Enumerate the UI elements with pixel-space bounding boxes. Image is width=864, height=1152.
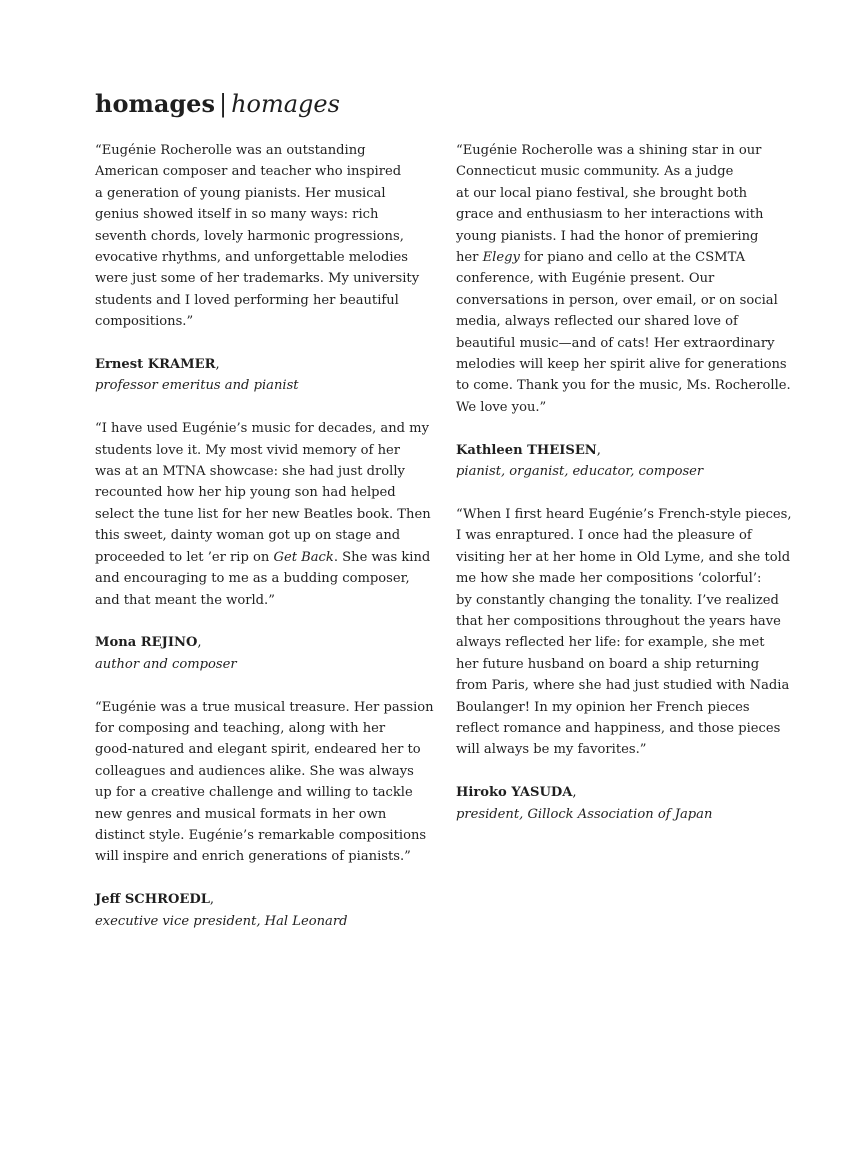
quote-line: from Paris, where she had just studied with Nadia	[456, 678, 790, 694]
entry-spacer	[456, 482, 786, 503]
work-title: Elegy	[482, 250, 520, 266]
title-bold: homages	[95, 89, 215, 118]
quote-line: select the tune list for her new Beatles book. Then	[95, 506, 431, 522]
quote-line: distinct style. Eugénie’s remarkable compositions	[95, 827, 427, 843]
quote-line: and that meant the world.”	[95, 592, 275, 608]
homage-entry	[95, 697, 434, 932]
author-role: president, Gillock Association of Japan	[456, 806, 713, 822]
author-role: executive vice president, Hal Leonard	[95, 913, 348, 929]
quote-line: a generation of young pianists. Her musical	[95, 185, 386, 201]
quote-line: grace and enthusiasm to her interactions with	[456, 207, 764, 223]
author-name: Hiroko YASUDA	[456, 785, 573, 801]
quote-line: was at an MTNA showcase: she had just drolly	[95, 464, 405, 480]
author-name: Ernest KRAMER	[95, 357, 216, 373]
author-name-suffix: ,	[215, 357, 220, 373]
quote-line: “Eugénie Rocherolle was an outstanding	[95, 143, 366, 158]
quote-line: media, always reflected our shared love of	[456, 314, 738, 330]
quote-line: this sweet, dainty woman got up on stage and	[95, 528, 401, 544]
author-name-line	[95, 632, 425, 653]
quote-line: will inspire and enrich generations of pianists.”	[95, 849, 411, 865]
author-name-line	[456, 440, 786, 461]
author-name-suffix: ,	[197, 635, 202, 651]
quote-line: for composing and teaching, along with her	[95, 720, 386, 736]
quote-line: melodies will keep her spirit alive for generations	[456, 357, 787, 373]
author-name-line	[95, 354, 425, 375]
signature	[95, 889, 425, 932]
author-name-line	[95, 889, 425, 910]
quote-line: good-natured and elegant spirit, endeared her to	[95, 742, 421, 758]
quote-line: students and I loved performing her beautiful	[95, 292, 399, 308]
entry-spacer	[95, 675, 425, 696]
quote-line: Connecticut music community. As a judge	[456, 164, 734, 180]
quote-line: compositions.”	[95, 314, 194, 330]
quote-text	[456, 140, 791, 418]
quote-line: up for a creative challenge and willing to tackle	[95, 785, 413, 801]
quote-line: colleagues and audiences alike. She was always	[95, 763, 414, 779]
author-role: pianist, organist, educator, composer	[456, 464, 704, 480]
quote-line: at our local piano festival, she brought both	[456, 185, 748, 201]
author-name: Jeff SCHROEDL	[95, 892, 210, 908]
quote-line: “Eugénie Rocherolle was a shining star in our	[456, 143, 762, 158]
quote-line: seventh chords, lovely harmonic progressions,	[95, 228, 404, 244]
author-name-line	[456, 782, 786, 803]
author-name-suffix: ,	[572, 785, 577, 801]
quote-text	[95, 697, 434, 868]
author-role: professor emeritus and pianist	[95, 378, 299, 394]
quote-line: “When I first heard Eugénie’s French-style pieces,	[456, 506, 792, 522]
quote-line: always reflected her life: for example, she met	[456, 635, 765, 651]
title-italic: homages	[231, 90, 340, 118]
author-name-suffix: ,	[209, 892, 215, 908]
quote-line: proceeded to let ’er rip on Get Back. She was kind	[95, 549, 431, 565]
quote-line: by constantly changing the tonality. I’ve realized	[456, 592, 779, 608]
work-title: Get Back	[273, 549, 334, 565]
quote-line: conversations in person, over email, or on social	[456, 292, 778, 308]
quote-line: reflect romance and happiness, and those pieces	[456, 720, 781, 736]
quote-line: and encouraging to me as a budding composer,	[95, 571, 410, 587]
quote-line: her Elegy for piano and cello at the CSMTA	[456, 250, 746, 266]
quote-line: I was enraptured. I once had the pleasure of	[456, 528, 752, 544]
homage-entry	[456, 140, 791, 482]
page-title	[95, 88, 340, 120]
quote-line: me how she made her compositions ‘colorful’:	[456, 571, 762, 587]
quote-line: young pianists. I had the honor of premiering	[456, 228, 759, 244]
quote-line: “I have used Eugénie’s music for decades, and my	[95, 421, 429, 437]
author-name: Kathleen THEISEN	[456, 442, 597, 458]
quote-line: will always be my favorites.”	[456, 742, 647, 758]
quote-line: conference, with Eugénie present. Our	[456, 271, 715, 287]
homage-entry	[456, 504, 792, 825]
quote-line: genius showed itself in so many ways: rich	[95, 207, 379, 223]
quote-line: were just some of her trademarks. My university	[95, 271, 420, 287]
left-column	[95, 140, 434, 932]
quote-line: Boulanger! In my opinion her French pieces	[456, 699, 750, 715]
quote-line: new genres and musical formats in her own	[95, 806, 387, 822]
quote-line: students love it. My most vivid memory of her	[95, 442, 401, 458]
author-name-suffix: ,	[596, 442, 601, 458]
author-name: Mona REJINO	[95, 635, 198, 651]
homage-entry	[95, 418, 431, 675]
homage-entry	[95, 140, 425, 397]
entry-spacer	[95, 397, 425, 418]
signature	[456, 440, 786, 483]
quote-text	[95, 140, 425, 333]
author-role: author and composer	[95, 656, 237, 672]
quote-text	[95, 418, 431, 611]
signature	[95, 354, 425, 397]
quote-text	[456, 504, 792, 761]
title-separator: |	[218, 90, 228, 118]
quote-line: recounted how her hip young son had helped	[95, 485, 396, 501]
quote-line: evocative rhythms, and unforgettable melodies	[95, 250, 409, 266]
quote-line: that her compositions throughout the years have	[456, 613, 781, 629]
quote-line: visiting her at her home in Old Lyme, and she told	[456, 549, 791, 565]
right-column	[456, 140, 792, 825]
quote-line: “Eugénie was a true musical treasure. Her passion	[95, 699, 434, 715]
quote-line: American composer and teacher who inspired	[95, 164, 402, 180]
quote-line: to come. Thank you for the music, Ms. Rocherolle.	[456, 378, 791, 394]
signature	[456, 782, 786, 825]
quote-line: We love you.”	[456, 399, 547, 415]
quote-line: beautiful music—and of cats! Her extraordinary	[456, 335, 775, 351]
quote-line: her future husband on board a ship returning	[456, 656, 760, 672]
signature	[95, 632, 425, 675]
